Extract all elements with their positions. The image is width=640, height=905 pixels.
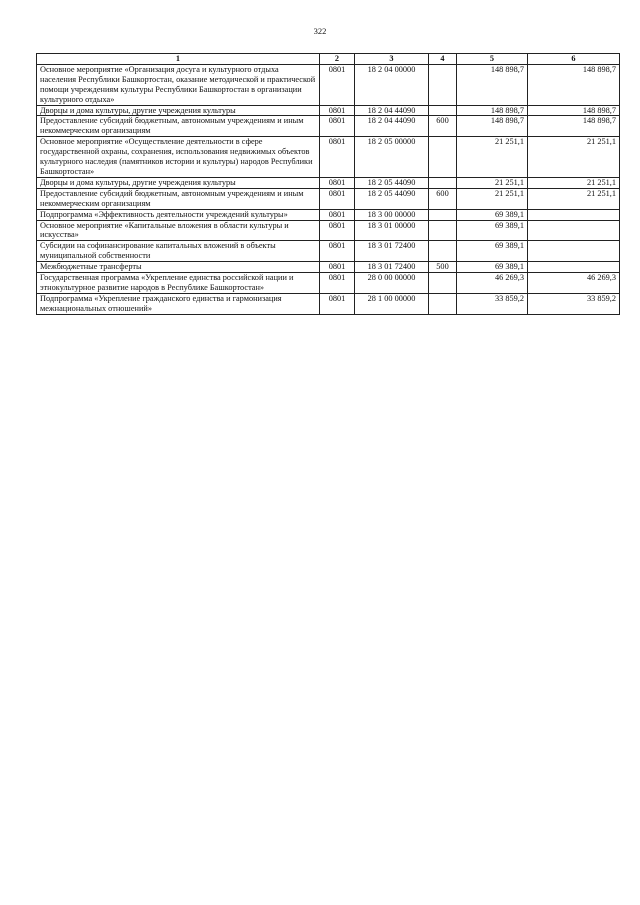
row-amount-1: 69 389,1 [457,220,528,241]
row-section-code: 0801 [320,177,355,188]
row-target-article: 18 3 01 72400 [355,262,429,273]
header-row [37,54,620,65]
row-amount-1: 148 898,7 [457,64,528,105]
row-target-article: 18 2 04 44090 [355,116,429,137]
page-number: 322 [313,26,327,36]
row-amount-2: 148 898,7 [528,64,620,105]
table-row [37,273,620,294]
row-section-code: 0801 [320,209,355,220]
row-target-article: 18 2 04 00000 [355,64,429,105]
row-name: Основное мероприятие «Организация досуга и культурного отдыха населения Республики Башкортостан, оказание методической и практической помощи учреждениям культуры Республики Башкортостан в организации культурного отдыха» [37,64,320,105]
row-amount-2: 21 251,1 [528,188,620,209]
row-amount-1: 21 251,1 [457,137,528,178]
row-section-code: 0801 [320,220,355,241]
row-amount-1: 69 389,1 [457,209,528,220]
row-section-code: 0801 [320,188,355,209]
row-expense-type [429,105,457,116]
row-name: Предоставление субсидий бюджетным, автономным учреждениям и иным некоммерческим организациям [37,188,320,209]
row-amount-2: 148 898,7 [528,116,620,137]
row-amount-2: 33 859,2 [528,293,620,314]
row-section-code: 0801 [320,105,355,116]
table-row [37,105,620,116]
row-section-code: 0801 [320,116,355,137]
row-expense-type [429,137,457,178]
row-amount-2: 21 251,1 [528,137,620,178]
row-amount-1: 69 389,1 [457,262,528,273]
table-row [37,209,620,220]
column-header: 1 [37,54,320,65]
row-section-code: 0801 [320,293,355,314]
row-expense-type [429,220,457,241]
row-target-article: 18 3 01 00000 [355,220,429,241]
row-section-code: 0801 [320,137,355,178]
row-name: Дворцы и дома культуры, другие учреждения культуры [37,105,320,116]
row-expense-type [429,64,457,105]
row-name: Предоставление субсидий бюджетным, автономным учреждениям и иным некоммерческим организациям [37,116,320,137]
column-header: 5 [457,54,528,65]
table-row [37,220,620,241]
table-row [37,293,620,314]
row-amount-1: 148 898,7 [457,116,528,137]
column-header: 3 [355,54,429,65]
row-name: Субсидии на софинансирование капитальных вложений в объекты муниципальной собственности [37,241,320,262]
row-section-code: 0801 [320,64,355,105]
row-amount-2: 46 269,3 [528,273,620,294]
row-amount-2: 148 898,7 [528,105,620,116]
row-expense-type [429,209,457,220]
row-amount-2 [528,220,620,241]
column-header: 2 [320,54,355,65]
table-row [37,262,620,273]
row-amount-2 [528,262,620,273]
row-amount-1: 33 859,2 [457,293,528,314]
row-amount-2: 21 251,1 [528,177,620,188]
row-amount-1: 21 251,1 [457,188,528,209]
row-section-code: 0801 [320,241,355,262]
row-name: Основное мероприятие «Осуществление деятельности в сфере государственной охраны, сохранения, использования недвижимых объектов культурного наследия (памятников истории и культуры) народов Республики Башкортостан» [37,137,320,178]
row-target-article: 18 2 05 00000 [355,137,429,178]
table-row [37,177,620,188]
row-target-article: 28 0 00 00000 [355,273,429,294]
row-amount-1: 69 389,1 [457,241,528,262]
table-row [37,241,620,262]
row-expense-type: 600 [429,116,457,137]
row-expense-type: 600 [429,188,457,209]
column-header: 4 [429,54,457,65]
row-section-code: 0801 [320,262,355,273]
row-amount-2 [528,241,620,262]
table-row [37,188,620,209]
row-expense-type [429,241,457,262]
row-section-code: 0801 [320,273,355,294]
row-target-article: 18 3 01 72400 [355,241,429,262]
row-amount-1: 148 898,7 [457,105,528,116]
row-amount-1: 21 251,1 [457,177,528,188]
row-amount-1: 46 269,3 [457,273,528,294]
row-expense-type [429,293,457,314]
column-header: 6 [528,54,620,65]
row-target-article: 18 2 05 44090 [355,177,429,188]
row-name: Подпрограмма «Укрепление гражданского единства и гармонизация межнациональных отношений» [37,293,320,314]
row-name: Межбюджетные трансферты [37,262,320,273]
row-name: Дворцы и дома культуры, другие учреждения культуры [37,177,320,188]
row-target-article: 18 2 04 44090 [355,105,429,116]
row-amount-2 [528,209,620,220]
table-row [37,64,620,105]
table-row [37,137,620,178]
row-name: Основное мероприятие «Капитальные вложения в области культуры и искусства» [37,220,320,241]
row-target-article: 18 2 05 44090 [355,188,429,209]
row-target-article: 18 3 00 00000 [355,209,429,220]
row-expense-type [429,273,457,294]
row-expense-type [429,177,457,188]
table-row [37,116,620,137]
row-name: Подпрограмма «Эффективность деятельности учреждений культуры» [37,209,320,220]
row-expense-type: 500 [429,262,457,273]
row-target-article: 28 1 00 00000 [355,293,429,314]
budget-table [36,53,620,315]
row-name: Государственная программа «Укрепление единства российской нации и этнокультурное развитие народов в Республике Башкортостан» [37,273,320,294]
